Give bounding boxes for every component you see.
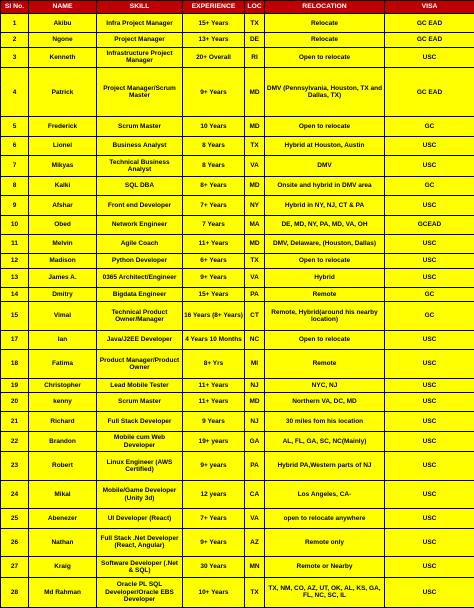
table-row — [1, 234, 474, 253]
cell-visa: USC — [385, 509, 474, 528]
header-name: NAME — [29, 1, 97, 14]
table-row — [1, 412, 474, 431]
cell-sl-no: 9 — [1, 196, 29, 215]
cell-experience: 11+ Years — [183, 378, 245, 392]
table-row — [1, 480, 474, 509]
cell-name: Kenneth — [29, 47, 97, 67]
cell-visa: USC — [385, 577, 474, 607]
cell-skill: Infra Project Manager — [97, 14, 183, 33]
cell-visa: USC — [385, 412, 474, 431]
cell-name: Obed — [29, 215, 97, 234]
cell-experience: 7 Years — [183, 215, 245, 234]
table-row — [1, 254, 474, 268]
cell-loc: TX — [245, 254, 265, 268]
cell-loc: MD — [245, 117, 265, 136]
cell-name: kenny — [29, 392, 97, 411]
table-row — [1, 215, 474, 234]
cell-skill: Network Engineer — [97, 215, 183, 234]
cell-experience: 9+ Years — [183, 268, 245, 287]
cell-experience: 9+ Years — [183, 528, 245, 557]
cell-name: Vimal — [29, 302, 97, 331]
cell-visa: USC — [385, 528, 474, 557]
cell-relocation: Relocate — [265, 14, 385, 33]
cell-sl-no: 1 — [1, 14, 29, 33]
cell-relocation: Relocate — [265, 33, 385, 47]
cell-visa: USC — [385, 136, 474, 155]
table-body — [1, 14, 474, 608]
header-row — [1, 1, 474, 14]
cell-experience: 20+ Overall — [183, 47, 245, 67]
cell-experience: 4 Years 10 Months — [183, 330, 245, 349]
cell-sl-no: 18 — [1, 350, 29, 379]
cell-relocation: Remote — [265, 350, 385, 379]
cell-visa: GC — [385, 288, 474, 302]
cell-relocation: Remote only — [265, 528, 385, 557]
cell-experience: 9+ Years — [183, 68, 245, 117]
cell-sl-no: 27 — [1, 557, 29, 577]
cell-loc: MI — [245, 350, 265, 379]
cell-skill: Scrum Master — [97, 392, 183, 411]
header-relocation: RELOCATION — [265, 1, 385, 14]
cell-skill: Mobile cum Web Developer — [97, 431, 183, 451]
cell-relocation: open to relocate anywhere — [265, 509, 385, 528]
cell-loc: PA — [245, 288, 265, 302]
cell-sl-no: 12 — [1, 254, 29, 268]
cell-sl-no: 26 — [1, 528, 29, 557]
cell-relocation: Los Angeles, CA- — [265, 480, 385, 509]
cell-visa: USC — [385, 156, 474, 176]
cell-experience: 7+ Years — [183, 196, 245, 215]
cell-skill: UI Developer (React) — [97, 509, 183, 528]
table-row — [1, 117, 474, 136]
cell-experience: 8 Years — [183, 136, 245, 155]
cell-relocation: Remote or Nearby — [265, 557, 385, 577]
cell-experience: 15+ Years — [183, 14, 245, 33]
cell-skill: Project Manager — [97, 33, 183, 47]
cell-skill: Mobile/Game Developer (Unity 3d) — [97, 480, 183, 509]
cell-name: Robert — [29, 452, 97, 481]
cell-loc: MD — [245, 176, 265, 195]
table-row — [1, 68, 474, 117]
cell-name: Frederick — [29, 117, 97, 136]
cell-sl-no: 10 — [1, 215, 29, 234]
cell-experience: 12 years — [183, 480, 245, 509]
table-row — [1, 136, 474, 155]
cell-relocation: DMV, Delaware, (Houston, Dallas) — [265, 234, 385, 253]
cell-skill: Python Developer — [97, 254, 183, 268]
cell-loc: NJ — [245, 378, 265, 392]
cell-relocation: DMV (Pennsylvania, Houston, TX and Dallas, TX) — [265, 68, 385, 117]
cell-loc: MD — [245, 68, 265, 117]
cell-sl-no: 13 — [1, 268, 29, 287]
cell-relocation: Hybrid PA,Western parts of NJ — [265, 452, 385, 481]
cell-relocation: 30 miles fom his location — [265, 412, 385, 431]
cell-experience: 30 Years — [183, 557, 245, 577]
cell-experience: 11+ Years — [183, 392, 245, 411]
table-row — [1, 557, 474, 577]
cell-experience: 11+ Years — [183, 234, 245, 253]
cell-visa: GC EAD — [385, 14, 474, 33]
cell-loc: TX — [245, 577, 265, 607]
cell-name: Akibu — [29, 14, 97, 33]
cell-skill: Full Stack .Net Developer (React, Angular) — [97, 528, 183, 557]
cell-name: Kalki — [29, 176, 97, 195]
cell-skill: Product Manager/Product Owner — [97, 350, 183, 379]
cell-sl-no: 28 — [1, 577, 29, 607]
cell-relocation: Open to relocate — [265, 330, 385, 349]
cell-skill: Technical Business Analyst — [97, 156, 183, 176]
cell-name: James A. — [29, 268, 97, 287]
cell-name: Richard — [29, 412, 97, 431]
cell-sl-no: 3 — [1, 47, 29, 67]
cell-visa: USC — [385, 330, 474, 349]
cell-relocation: NYC, NJ — [265, 378, 385, 392]
cell-relocation: Hybrid at Houston, Austin — [265, 136, 385, 155]
cell-loc: RI — [245, 47, 265, 67]
cell-visa: USC — [385, 196, 474, 215]
cell-skill: 0365 Architect/Engineer — [97, 268, 183, 287]
cell-visa: USC — [385, 480, 474, 509]
cell-sl-no: 2 — [1, 33, 29, 47]
cell-skill: Technical Product Owner/Manager — [97, 302, 183, 331]
cell-sl-no: 6 — [1, 136, 29, 155]
cell-skill: Agile Coach — [97, 234, 183, 253]
cell-sl-no: 17 — [1, 330, 29, 349]
cell-loc: MD — [245, 392, 265, 411]
cell-sl-no: 5 — [1, 117, 29, 136]
cell-visa: USC — [385, 452, 474, 481]
cell-loc: AZ — [245, 528, 265, 557]
table-row — [1, 302, 474, 331]
table-row — [1, 176, 474, 195]
table-row — [1, 528, 474, 557]
cell-experience: 15+ Years — [183, 288, 245, 302]
cell-name: Ngone — [29, 33, 97, 47]
cell-experience: 8+ Yrs — [183, 350, 245, 379]
table-row — [1, 392, 474, 411]
cell-experience: 19+ years — [183, 431, 245, 451]
cell-loc: DE — [245, 33, 265, 47]
cell-loc: VA — [245, 268, 265, 287]
table-row — [1, 268, 474, 287]
cell-visa: USC — [385, 234, 474, 253]
cell-visa: GCEAD — [385, 215, 474, 234]
cell-loc: PA — [245, 452, 265, 481]
cell-name: Patrick — [29, 68, 97, 117]
cell-sl-no: 24 — [1, 480, 29, 509]
cell-relocation: Open to relocate — [265, 254, 385, 268]
cell-visa: USC — [385, 254, 474, 268]
cell-loc: MA — [245, 215, 265, 234]
cell-name: Melvin — [29, 234, 97, 253]
cell-experience: 9 Years — [183, 412, 245, 431]
cell-name: Dmitry — [29, 288, 97, 302]
cell-visa: GC EAD — [385, 68, 474, 117]
cell-relocation: Open to relocate — [265, 47, 385, 67]
table-row — [1, 452, 474, 481]
table-row — [1, 431, 474, 451]
cell-skill: Oracle PL SQL Developer/Oracle EBS Developer — [97, 577, 183, 607]
cell-name: Fatima — [29, 350, 97, 379]
cell-skill: Lead Mobile Tester — [97, 378, 183, 392]
cell-visa: GC — [385, 302, 474, 331]
cell-skill: Project Manager/Scrum Master — [97, 68, 183, 117]
table-row — [1, 33, 474, 47]
cell-skill: Bigdata Engineer — [97, 288, 183, 302]
header-experience: EXPERIENCE — [183, 1, 245, 14]
cell-name: Md Rahman — [29, 577, 97, 607]
cell-loc: CT — [245, 302, 265, 331]
table-row — [1, 509, 474, 528]
cell-relocation: Open to relocate — [265, 117, 385, 136]
table-row — [1, 196, 474, 215]
cell-visa: USC — [385, 47, 474, 67]
cell-loc: CA — [245, 480, 265, 509]
cell-name: Mikal — [29, 480, 97, 509]
table-row — [1, 350, 474, 379]
cell-relocation: AL, FL, GA, SC, NC(Mainly) — [265, 431, 385, 451]
table-row — [1, 378, 474, 392]
cell-loc: TX — [245, 136, 265, 155]
cell-visa: GC — [385, 117, 474, 136]
cell-loc: MD — [245, 234, 265, 253]
cell-experience: 8 Years — [183, 156, 245, 176]
cell-name: Kraig — [29, 557, 97, 577]
cell-skill: SQL DBA — [97, 176, 183, 195]
cell-loc: GA — [245, 431, 265, 451]
cell-experience: 10 Years — [183, 117, 245, 136]
cell-relocation: Hybrid in NY, NJ, CT & PA — [265, 196, 385, 215]
cell-experience: 10+ Years — [183, 577, 245, 607]
cell-sl-no: 19 — [1, 378, 29, 392]
cell-sl-no: 15 — [1, 302, 29, 331]
cell-visa: GC EAD — [385, 33, 474, 47]
cell-loc: VA — [245, 509, 265, 528]
cell-relocation: DE, MD, NY, PA, MD, VA, OH — [265, 215, 385, 234]
cell-sl-no: 20 — [1, 392, 29, 411]
cell-experience: 13+ Years — [183, 33, 245, 47]
cell-skill: Scrum Master — [97, 117, 183, 136]
cell-experience: 9+ years — [183, 452, 245, 481]
cell-loc: VA — [245, 156, 265, 176]
cell-sl-no: 4 — [1, 68, 29, 117]
cell-loc: NJ — [245, 412, 265, 431]
cell-experience: 7+ Years — [183, 509, 245, 528]
cell-skill: Java/J2EE Developer — [97, 330, 183, 349]
cell-sl-no: 14 — [1, 288, 29, 302]
cell-relocation: Onsite and hybrid in DMV area — [265, 176, 385, 195]
cell-loc: MN — [245, 557, 265, 577]
cell-name: Christopher — [29, 378, 97, 392]
cell-skill: Front end Developer — [97, 196, 183, 215]
cell-relocation: Remote, Hybrid(around his nearby location) — [265, 302, 385, 331]
cell-sl-no: 25 — [1, 509, 29, 528]
table-row — [1, 14, 474, 33]
cell-sl-no: 7 — [1, 156, 29, 176]
table-row — [1, 288, 474, 302]
cell-experience: 6+ Years — [183, 254, 245, 268]
cell-relocation: DMV — [265, 156, 385, 176]
cell-loc: NY — [245, 196, 265, 215]
cell-visa: GC — [385, 176, 474, 195]
cell-relocation: Hybrid — [265, 268, 385, 287]
cell-name: Nathan — [29, 528, 97, 557]
cell-sl-no: 8 — [1, 176, 29, 195]
cell-name: Ian — [29, 330, 97, 349]
header-sl-no: Sl No. — [1, 1, 29, 14]
cell-visa: USC — [385, 350, 474, 379]
table-row — [1, 330, 474, 349]
cell-skill: Linux Engineer (AWS Certified) — [97, 452, 183, 481]
cell-skill: Software Developer (.Net & SQL) — [97, 557, 183, 577]
cell-visa: USC — [385, 378, 474, 392]
header-skill: SKILL — [97, 1, 183, 14]
cell-skill: Full Stack Developer — [97, 412, 183, 431]
cell-visa: USC — [385, 268, 474, 287]
cell-name: Afshar — [29, 196, 97, 215]
cell-visa: USC — [385, 431, 474, 451]
cell-skill: Infrastructure Project Manager — [97, 47, 183, 67]
cell-relocation: TX, NM, CO, AZ, UT, OK, AL, KS, GA, FL, NC, SC, IL — [265, 577, 385, 607]
cell-sl-no: 11 — [1, 234, 29, 253]
cell-name: Lionel — [29, 136, 97, 155]
cell-name: Madison — [29, 254, 97, 268]
table-row — [1, 577, 474, 607]
header-loc: LOC — [245, 1, 265, 14]
cell-sl-no: 21 — [1, 412, 29, 431]
table-row — [1, 156, 474, 176]
cell-visa: USC — [385, 557, 474, 577]
cell-loc: TX — [245, 14, 265, 33]
cell-sl-no: 23 — [1, 452, 29, 481]
header-visa: VISA — [385, 1, 474, 14]
cell-experience: 16 Years (8+ Years) — [183, 302, 245, 331]
cell-relocation: Remote — [265, 288, 385, 302]
cell-loc: NC — [245, 330, 265, 349]
cell-skill: Business Analyst — [97, 136, 183, 155]
cell-experience: 8+ Years — [183, 176, 245, 195]
cell-sl-no: 22 — [1, 431, 29, 451]
cell-name: Abenezer — [29, 509, 97, 528]
cell-visa: USC — [385, 392, 474, 411]
table-row — [1, 47, 474, 67]
cell-name: Mikyas — [29, 156, 97, 176]
cell-name: Brandon — [29, 431, 97, 451]
cell-relocation: Northern VA, DC, MD — [265, 392, 385, 411]
